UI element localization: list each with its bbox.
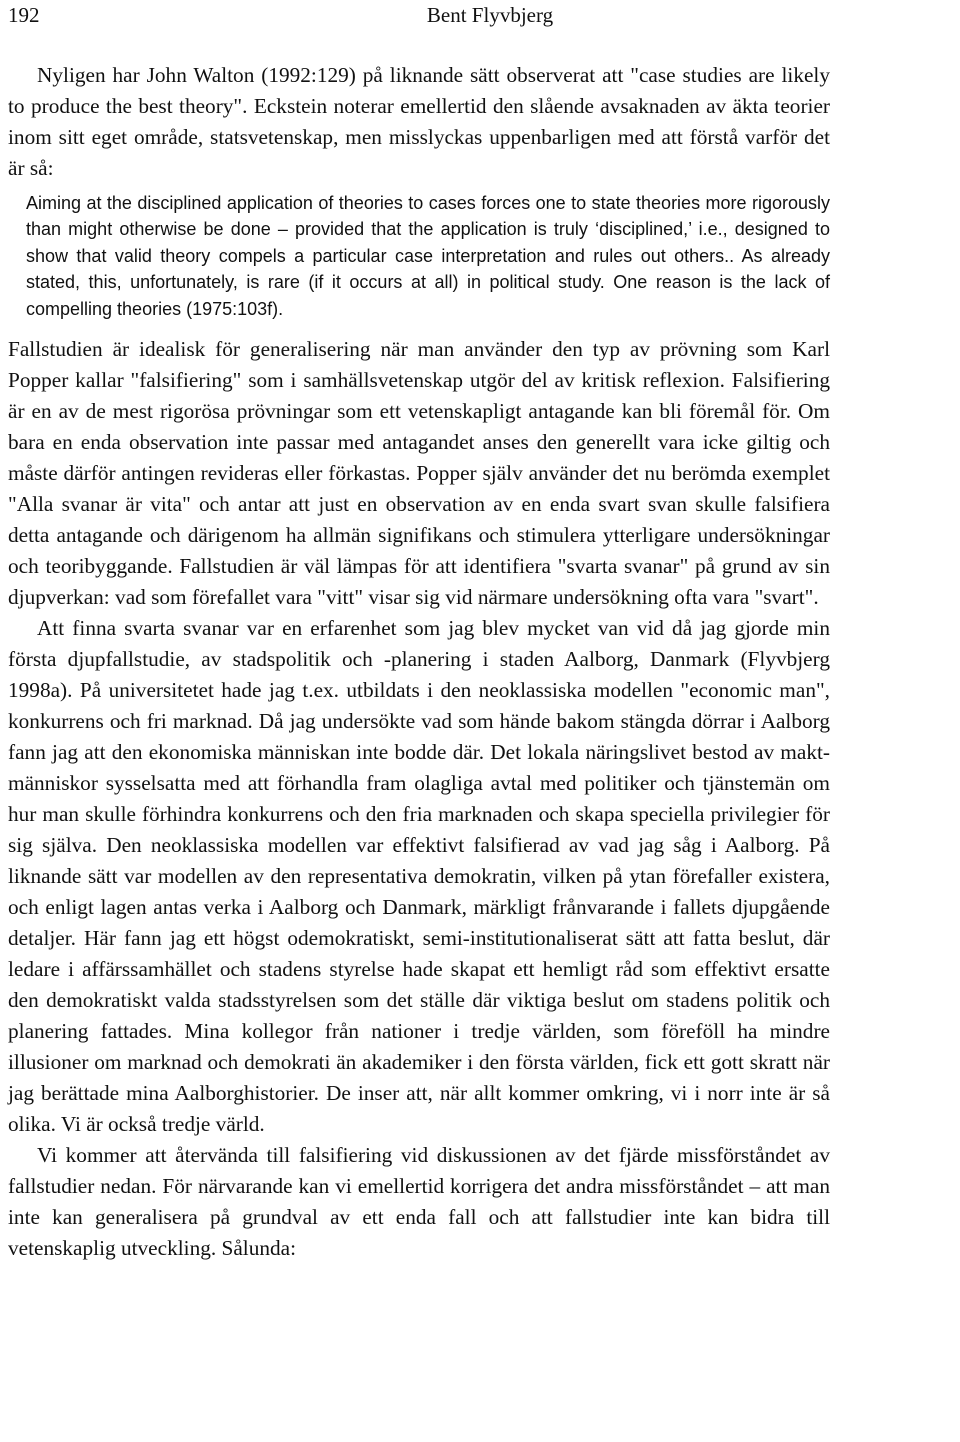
paragraph-falsification: Fallstudien är idealisk för generalisering när man använder den typ av prövning som Karl Popper kallar "falsifiering" som i samhällsvetenskap utgör del av kritisk reflexion. Falsifiering är en av de mest rigorösa prövningar som ett vetenskapligt antagande kan bli föremål för. Om bara en enda observation inte passar med antagandet anses den generellt vara icke giltig och måste därför antingen revideras eller förkastas. Popper själv använder det nu berömda exemplet "Alla svanar är vita" och antar att just en observation av en enda svart svan skulle falsifiera detta antagande och därigenom ha allmän signifikans och stimulera ytterligare undersökningar och teoribyggande. Fallstudien är väl lämpas för att identifiera "svarta svanar" på grund av sin djupverkan: vad som förefallet vara "vitt" visar sig vid närmare undersökning ofta vara "svart". [8, 337, 830, 610]
paragraph-conclusion: Vi kommer att återvända till falsifiering vid diskussionen av det fjärde missförståndet av fallstudier nedan. För närvarande kan vi emellertid korrigera det andra missförståndet – att man inte kan generalisera på grundval av ett enda fall och att fallstudier inte kan bidra till vetenskaplig utveckling. Sålunda: [8, 1143, 830, 1261]
page-body [8, 60, 830, 1264]
paragraph-intro: Nyligen har John Walton (1992:129) på liknande sätt observerat att "case studies are likely to produce the best theory". Eckstein noterar emellertid den slående avsaknaden av äkta teorier inom sitt eget område, statsvetenskap, men misslyckas uppenbarligen med att förstå varför det är så: [8, 63, 830, 180]
running-head: Bent Flyvbjerg [426, 3, 554, 27]
block-quote-eckstein: Aiming at the disciplined application of theories to cases forces one to state theories more rigorously than might otherwise be done – provided that the application is truly ‘disciplined,’ i.e., designed to show that valid theory compels a particular case interpretation and rules out others.. As already stated, this, unfortunately, is rare (if it occurs at all) in political study. One reason is the lack of compelling theories (1975:103f). [26, 193, 830, 319]
page-number: 192 [8, 3, 40, 27]
page-header [0, 0, 960, 32]
paragraph-black-swans: Att finna svarta svanar var en erfarenhet som jag blev mycket van vid då jag gjorde min första djupfallstudie, av stadspolitik och -planering i staden Aalborg, Danmark (Flyvbjerg 1998a). På universitetet hade jag t.ex. utbildats i den neoklassiska modellen "economic man", konkurrens och fri marknad. Då jag undersökte vad som hände bakom stängda dörrar i Aalborg fann jag att den ekonomiska människan inte bodde där. Det lokala näringslivet bestod av maktmänniskor sysselsatta med att förhandla fram olagliga avtal med politiker och tjänstemän om hur man skulle förhindra konkurrens och den fria marknaden och skapa speciella privilegier för sig själva. Den neoklassiska modellen var effektivt falsifierad av vad jag såg i Aalborg. På liknande sätt var modellen av den representativa demokratin, vilken på ytan förefaller existera, och enligt lagen antas verka i Aalborg och Danmark, märkligt frånvarande i fallets djupgående detaljer. Här fann jag ett högst odemokratiskt, semi-institutionaliserat sätt att fatta beslut, där ledare i affärssamhället och stadens styrelse hade skapat ett hemligt råd som effektivt ersatte den demokratiskt valda stadsstyrelsen som det ställe där viktiga beslut om stadens politik och planering fattades. Mina kollegor från nationer i tredje världen, som föreföll ha mindre illusioner om marknad och demokrati än akademiker i den första världen, fick ett gott skratt när jag berättade mina Aalborghistorier. De inser att, när allt kommer omkring, vi i norr inte är så olika. Vi är också tredje värld. [8, 616, 830, 1137]
